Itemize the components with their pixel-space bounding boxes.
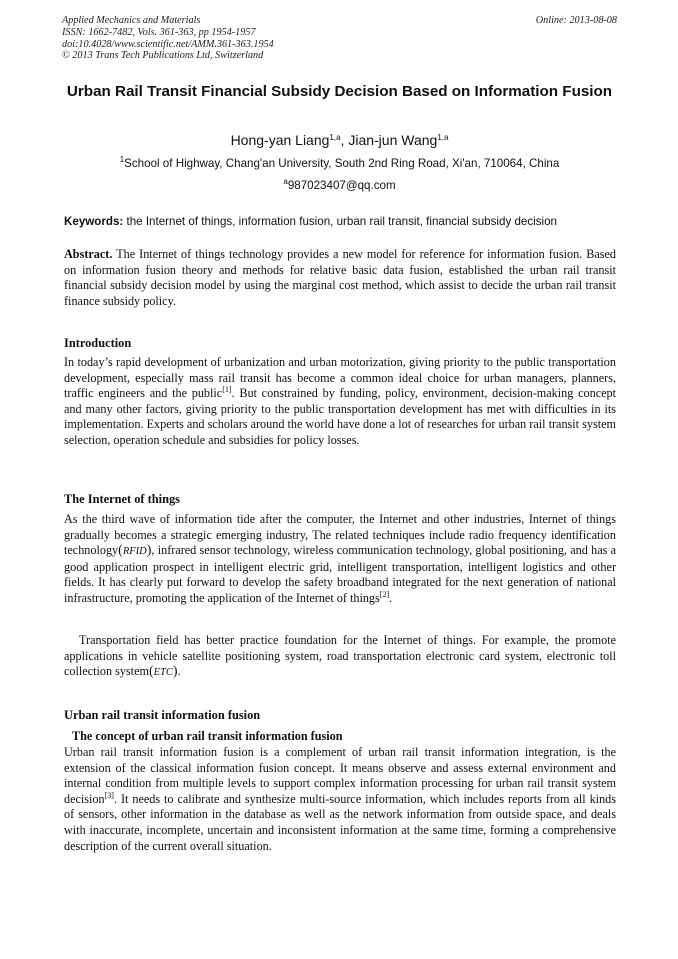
iot-paragraph-2: Transportation field has better practice foundation for the Internet of things. For example, the promote applications in vehicle satellite positioning system, road transportation electronic card system, electronic toll collection system(ETC). [64,633,616,680]
journal-copyright: © 2013 Trans Tech Publications Ltd, Switzerland [62,50,264,62]
citation-2[interactable]: [2] [379,589,390,599]
affiliation-mark: 1 [119,155,125,164]
section-heading-introduction: Introduction [64,336,132,350]
keywords-label: Keywords: [64,215,124,228]
iot-paragraph-1: As the third wave of information tide after the computer, the Internet and other industries, Internet of things gradually becomes a strategic emerging industry, The related techniques include radio frequency identification technology(RFID), infrared sensor technology, wireless communication technology, global positioning, and has a good application prospect in intelligent electric grid, intelligent transportation, intelligent logistics and other fields. It has clearly put forward to develop the safety broadband integrated for the next generation of national infrastructure, promoting the application of the Internet of things[2]. [64,512,616,605]
subsection-heading-concept: The concept of urban rail transit information fusion [72,729,343,743]
author-email [62,178,617,193]
section-heading-internet-of-things: The Internet of things [64,492,180,506]
journal-header [62,15,617,62]
author-1-affiliation-mark: 1,a [329,133,341,142]
author-2-affiliation-mark: 1,a [437,133,449,142]
math-rfid: (RFID) [118,543,152,559]
abstract [64,247,616,309]
author-separator: , [340,132,349,148]
affiliation [62,156,617,171]
author-line [62,131,617,149]
info-fusion-paragraph: Urban rail transit information fusion is a complement of urban rail transit information integration, is the extension of the classical information fusion concept. It means observe and assess external environment and internal condition from multiple levels to support complex information processing for urban rail transit system decision[3]. It needs to calibrate and synthesize multi-source information, which includes reports from all kinds of sensors, other information in the database as well as the network information from outside space, and deals with inaccurate, incomplete, uncertain and inconsistent information at the same time, forming a comprehensive description of the current overall situation. [64,745,616,853]
email-text[interactable]: 987023407@qq.com [287,179,396,192]
journal-doi: doi:10.4028/www.scientific.net/AMM.361-363.1954 [62,38,274,50]
keywords [64,214,616,229]
citation-3[interactable]: [3] [104,790,114,800]
paper-title: Urban Rail Transit Financial Subsidy Decision Based on Information Fusion [66,83,613,100]
author-1: Hong-yan Liang [230,132,330,148]
author-2: Jian-jun Wang [348,132,438,148]
abstract-text: The Internet of things technology provides a new model for reference for information fusion. Based on information fusion theory and methods for relative basic data fusion, established the urban rail transit financial subsidy decision model by using the marginal cost method, which assist to decide the urban rail transit finance subsidy policy. [64,247,616,308]
section-heading-info-fusion: Urban rail transit information fusion [64,708,261,722]
abstract-label: Abstract. [64,247,113,261]
math-etc: (ETC) [148,664,178,680]
citation-1[interactable]: [1] [222,385,232,395]
journal-name: Applied Mechanics and Materials [62,15,201,26]
online-date: Online: 2013-08-08 [535,15,617,26]
introduction-paragraph: In today’s rapid development of urbanization and urban motorization, giving priority to the public transportation development, especially mass rail transit has become a common ideal choice for urban managers, planners, traffic engineers and the public[1]. But constrained by funding, policy, environment, decision-making concept and many other factors, giving priority to the public transportation development has met with difficulties in its implementation. Experts and scholars around the world have done a lot of researches for urban rail transit system selection, operation schedule and subsidies for policy losses. [64,355,616,447]
affiliation-text: School of Highway, Chang'an University, South 2nd Ring Road, Xi'an, 710064, China [124,157,560,170]
keywords-text: the Internet of things, information fusion, urban rail transit, financial subsidy decision [123,215,557,228]
email-mark: a [283,177,288,186]
journal-issn: ISSN: 1662-7482, Vols. 361-363, pp 1954-1957 [62,26,256,38]
